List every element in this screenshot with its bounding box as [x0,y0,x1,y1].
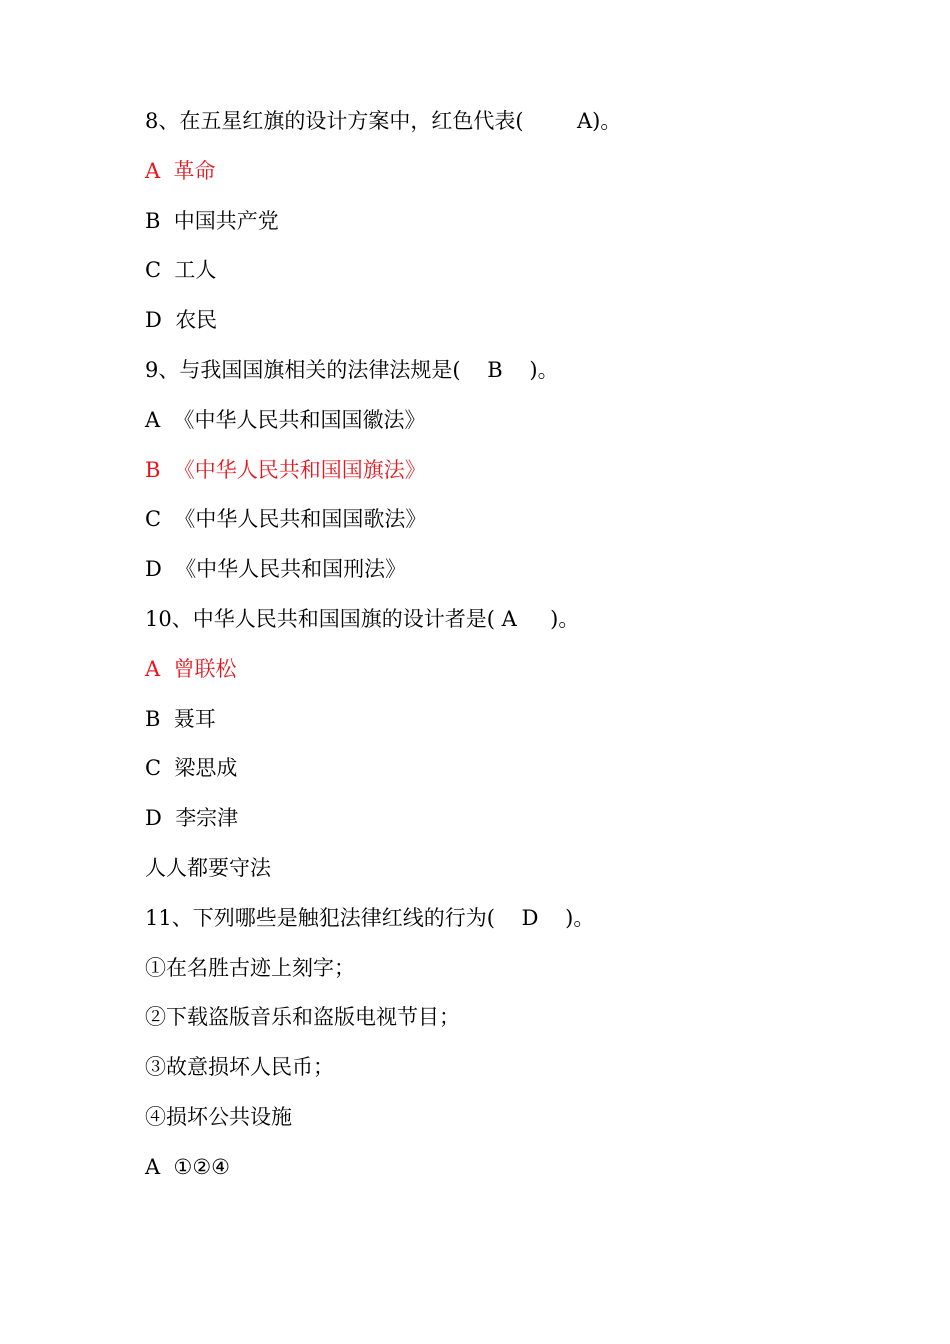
section-heading: 人人都要守法 [145,855,271,880]
question-8: 8、在五星红旗的设计方案中，红色代表( A)。 [145,109,622,133]
q8-option-a-correct: A 革命 [145,158,216,183]
q11-option-a: A ①②④ [145,1154,230,1179]
question-10: 10、中华人民共和国国旗的设计者是( A )。 [145,606,580,631]
question-9: 9、与我国国旗相关的法律法规是( B )。 [145,357,559,382]
document-body [145,103,905,1199]
q9-option-c: C 《中华人民共和国国歌法》 [145,507,427,532]
question-11: 11、下列哪些是触犯法律红线的行为( D )。 [145,905,595,930]
q9-option-a: A 《中华人民共和国国徽法》 [145,407,426,432]
q10-option-b: B 聂耳 [145,706,216,731]
q11-statement-3: ③故意损坏人民币； [145,1055,334,1080]
q9-option-d: D 《中华人民共和国刑法》 [145,557,407,582]
q11-statement-4: ④损坏公共设施 [145,1104,292,1129]
q11-statement-1: ①在名胜古迹上刻字； [145,955,355,980]
q10-option-a-correct: A 曾联松 [145,656,237,681]
q8-option-b: B 中国共产党 [145,208,279,233]
q10-option-d: D 李宗津 [145,806,239,831]
q9-option-b-correct: B 《中华人民共和国国旗法》 [145,457,426,482]
q8-option-d: D 农民 [145,308,218,333]
q10-option-c: C 梁思成 [145,756,238,781]
q11-statement-2: ②下载盗版音乐和盗版电视节目； [145,1005,460,1030]
q8-option-c: C 工人 [145,258,217,283]
